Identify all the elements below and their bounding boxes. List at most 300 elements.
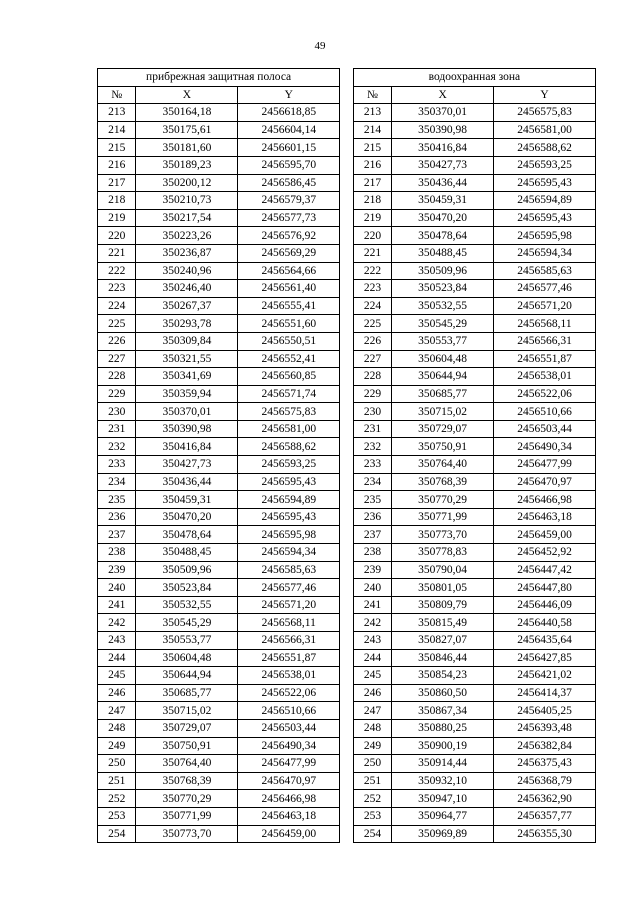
right-point-number: 235 bbox=[353, 491, 391, 509]
column-header-x: X bbox=[136, 86, 238, 104]
section-gap bbox=[340, 209, 354, 227]
left-point-number: 235 bbox=[98, 491, 136, 509]
right-point-number: 234 bbox=[353, 473, 391, 491]
table-row bbox=[98, 825, 596, 843]
right-point-number: 241 bbox=[353, 596, 391, 614]
table-row bbox=[98, 632, 596, 650]
left-y-coordinate: 2456577,73 bbox=[238, 209, 340, 227]
table-row bbox=[98, 139, 596, 157]
right-point-number: 215 bbox=[353, 139, 391, 157]
left-y-coordinate: 2456551,87 bbox=[238, 649, 340, 667]
left-point-number: 250 bbox=[98, 755, 136, 773]
right-point-number: 254 bbox=[353, 825, 391, 843]
table-row bbox=[98, 104, 596, 122]
left-x-coordinate: 350240,96 bbox=[136, 262, 238, 280]
right-point-number: 226 bbox=[353, 332, 391, 350]
left-y-coordinate: 2456618,85 bbox=[238, 104, 340, 122]
table-row bbox=[98, 280, 596, 298]
left-y-coordinate: 2456538,01 bbox=[238, 667, 340, 685]
right-x-coordinate: 350860,50 bbox=[392, 684, 494, 702]
left-y-coordinate: 2456510,66 bbox=[238, 702, 340, 720]
left-x-coordinate: 350523,84 bbox=[136, 579, 238, 597]
right-y-coordinate: 2456522,06 bbox=[494, 385, 596, 403]
table-row bbox=[98, 649, 596, 667]
section-gap bbox=[340, 315, 354, 333]
left-point-number: 240 bbox=[98, 579, 136, 597]
left-point-number: 241 bbox=[98, 596, 136, 614]
right-point-number: 243 bbox=[353, 632, 391, 650]
page-number: 49 bbox=[314, 40, 326, 52]
left-x-coordinate: 350293,78 bbox=[136, 315, 238, 333]
right-y-coordinate: 2456538,01 bbox=[494, 368, 596, 386]
left-y-coordinate: 2456594,89 bbox=[238, 491, 340, 509]
right-y-coordinate: 2456466,98 bbox=[494, 491, 596, 509]
left-x-coordinate: 350685,77 bbox=[136, 684, 238, 702]
left-y-coordinate: 2456594,34 bbox=[238, 544, 340, 562]
left-point-number: 231 bbox=[98, 420, 136, 438]
left-y-coordinate: 2456561,40 bbox=[238, 280, 340, 298]
right-x-coordinate: 350900,19 bbox=[392, 737, 494, 755]
right-x-coordinate: 350370,01 bbox=[392, 104, 494, 122]
right-point-number: 246 bbox=[353, 684, 391, 702]
section-gap bbox=[340, 262, 354, 280]
section-gap bbox=[340, 719, 354, 737]
right-y-coordinate: 2456595,43 bbox=[494, 174, 596, 192]
left-x-coordinate: 350715,02 bbox=[136, 702, 238, 720]
right-y-coordinate: 2456594,89 bbox=[494, 192, 596, 210]
section-gap bbox=[340, 385, 354, 403]
right-point-number: 216 bbox=[353, 156, 391, 174]
section-gap bbox=[340, 174, 354, 192]
right-y-coordinate: 2456585,63 bbox=[494, 262, 596, 280]
section-gap bbox=[340, 667, 354, 685]
left-point-number: 225 bbox=[98, 315, 136, 333]
section-gap bbox=[340, 508, 354, 526]
right-point-number: 250 bbox=[353, 755, 391, 773]
right-y-coordinate: 2456595,98 bbox=[494, 227, 596, 245]
table-row bbox=[98, 192, 596, 210]
table-row bbox=[98, 456, 596, 474]
section-gap bbox=[340, 244, 354, 262]
right-y-coordinate: 2456421,02 bbox=[494, 667, 596, 685]
right-point-number: 245 bbox=[353, 667, 391, 685]
left-x-coordinate: 350770,29 bbox=[136, 790, 238, 808]
left-point-number: 213 bbox=[98, 104, 136, 122]
table-row bbox=[98, 332, 596, 350]
left-x-coordinate: 350509,96 bbox=[136, 561, 238, 579]
right-x-coordinate: 350815,49 bbox=[392, 614, 494, 632]
left-x-coordinate: 350370,01 bbox=[136, 403, 238, 421]
left-point-number: 245 bbox=[98, 667, 136, 685]
section-gap bbox=[340, 438, 354, 456]
right-y-coordinate: 2456588,62 bbox=[494, 139, 596, 157]
left-y-coordinate: 2456575,83 bbox=[238, 403, 340, 421]
table-row bbox=[98, 121, 596, 139]
section-gap bbox=[340, 368, 354, 386]
left-y-coordinate: 2456477,99 bbox=[238, 755, 340, 773]
table-row bbox=[98, 156, 596, 174]
right-point-number: 231 bbox=[353, 420, 391, 438]
left-x-coordinate: 350416,84 bbox=[136, 438, 238, 456]
table-row bbox=[98, 544, 596, 562]
left-y-coordinate: 2456571,74 bbox=[238, 385, 340, 403]
right-point-number: 247 bbox=[353, 702, 391, 720]
left-x-coordinate: 350470,20 bbox=[136, 508, 238, 526]
table-row bbox=[98, 420, 596, 438]
section-gap bbox=[340, 121, 354, 139]
table-row bbox=[98, 790, 596, 808]
left-x-coordinate: 350359,94 bbox=[136, 385, 238, 403]
left-section-title: прибрежная защитная полоса bbox=[98, 69, 340, 87]
table-title-row bbox=[98, 69, 596, 87]
left-x-coordinate: 350236,87 bbox=[136, 244, 238, 262]
right-point-number: 225 bbox=[353, 315, 391, 333]
section-gap bbox=[340, 491, 354, 509]
left-y-coordinate: 2456595,43 bbox=[238, 473, 340, 491]
left-x-coordinate: 350436,44 bbox=[136, 473, 238, 491]
left-point-number: 234 bbox=[98, 473, 136, 491]
right-x-coordinate: 350846,44 bbox=[392, 649, 494, 667]
right-point-number: 232 bbox=[353, 438, 391, 456]
right-y-coordinate: 2456405,25 bbox=[494, 702, 596, 720]
left-x-coordinate: 350321,55 bbox=[136, 350, 238, 368]
left-point-number: 237 bbox=[98, 526, 136, 544]
left-x-coordinate: 350764,40 bbox=[136, 755, 238, 773]
table-row bbox=[98, 719, 596, 737]
left-y-coordinate: 2456552,41 bbox=[238, 350, 340, 368]
right-x-coordinate: 350729,07 bbox=[392, 420, 494, 438]
right-section-title: водоохранная зона bbox=[353, 69, 595, 87]
section-gap bbox=[340, 649, 354, 667]
right-y-coordinate: 2456551,87 bbox=[494, 350, 596, 368]
table-row bbox=[98, 596, 596, 614]
left-y-coordinate: 2456576,92 bbox=[238, 227, 340, 245]
section-gap bbox=[340, 614, 354, 632]
left-y-coordinate: 2456569,29 bbox=[238, 244, 340, 262]
left-point-number: 253 bbox=[98, 807, 136, 825]
right-x-coordinate: 350964,77 bbox=[392, 807, 494, 825]
left-y-coordinate: 2456588,62 bbox=[238, 438, 340, 456]
right-point-number: 227 bbox=[353, 350, 391, 368]
table-header-row bbox=[98, 86, 596, 104]
left-x-coordinate: 350200,12 bbox=[136, 174, 238, 192]
right-y-coordinate: 2456575,83 bbox=[494, 104, 596, 122]
right-y-coordinate: 2456447,80 bbox=[494, 579, 596, 597]
left-point-number: 230 bbox=[98, 403, 136, 421]
right-y-coordinate: 2456452,92 bbox=[494, 544, 596, 562]
right-y-coordinate: 2456357,77 bbox=[494, 807, 596, 825]
left-point-number: 223 bbox=[98, 280, 136, 298]
table-row bbox=[98, 473, 596, 491]
right-x-coordinate: 350854,23 bbox=[392, 667, 494, 685]
right-y-coordinate: 2456577,46 bbox=[494, 280, 596, 298]
left-point-number: 246 bbox=[98, 684, 136, 702]
table-row bbox=[98, 491, 596, 509]
table-row bbox=[98, 579, 596, 597]
right-x-coordinate: 350416,84 bbox=[392, 139, 494, 157]
right-point-number: 237 bbox=[353, 526, 391, 544]
right-x-coordinate: 350809,79 bbox=[392, 596, 494, 614]
right-y-coordinate: 2456447,42 bbox=[494, 561, 596, 579]
right-y-coordinate: 2456510,66 bbox=[494, 403, 596, 421]
left-y-coordinate: 2456568,11 bbox=[238, 614, 340, 632]
left-point-number: 227 bbox=[98, 350, 136, 368]
right-point-number: 251 bbox=[353, 772, 391, 790]
left-x-coordinate: 350164,18 bbox=[136, 104, 238, 122]
left-y-coordinate: 2456571,20 bbox=[238, 596, 340, 614]
left-y-coordinate: 2456566,31 bbox=[238, 632, 340, 650]
left-x-coordinate: 350459,31 bbox=[136, 491, 238, 509]
right-x-coordinate: 350827,07 bbox=[392, 632, 494, 650]
section-gap bbox=[340, 297, 354, 315]
left-x-coordinate: 350644,94 bbox=[136, 667, 238, 685]
right-x-coordinate: 350770,29 bbox=[392, 491, 494, 509]
left-x-coordinate: 350750,91 bbox=[136, 737, 238, 755]
table-body bbox=[98, 104, 596, 843]
right-point-number: 236 bbox=[353, 508, 391, 526]
table-row bbox=[98, 262, 596, 280]
right-y-coordinate: 2456477,99 bbox=[494, 456, 596, 474]
right-y-coordinate: 2456414,37 bbox=[494, 684, 596, 702]
right-y-coordinate: 2456368,79 bbox=[494, 772, 596, 790]
left-y-coordinate: 2456555,41 bbox=[238, 297, 340, 315]
left-x-coordinate: 350181,60 bbox=[136, 139, 238, 157]
right-point-number: 220 bbox=[353, 227, 391, 245]
right-x-coordinate: 350880,25 bbox=[392, 719, 494, 737]
left-y-coordinate: 2456466,98 bbox=[238, 790, 340, 808]
right-y-coordinate: 2456568,11 bbox=[494, 315, 596, 333]
left-point-number: 226 bbox=[98, 332, 136, 350]
section-gap bbox=[340, 702, 354, 720]
right-y-coordinate: 2456571,20 bbox=[494, 297, 596, 315]
right-x-coordinate: 350685,77 bbox=[392, 385, 494, 403]
section-gap bbox=[340, 227, 354, 245]
right-x-coordinate: 350470,20 bbox=[392, 209, 494, 227]
section-gap bbox=[340, 755, 354, 773]
right-point-number: 244 bbox=[353, 649, 391, 667]
column-header-y: Y bbox=[494, 86, 596, 104]
left-point-number: 248 bbox=[98, 719, 136, 737]
left-point-number: 251 bbox=[98, 772, 136, 790]
section-gap bbox=[340, 825, 354, 843]
right-point-number: 228 bbox=[353, 368, 391, 386]
right-point-number: 248 bbox=[353, 719, 391, 737]
section-gap bbox=[340, 790, 354, 808]
section-gap bbox=[340, 156, 354, 174]
column-header-number: № bbox=[98, 86, 136, 104]
column-header-x: X bbox=[392, 86, 494, 104]
right-y-coordinate: 2456595,43 bbox=[494, 209, 596, 227]
table-row bbox=[98, 772, 596, 790]
left-point-number: 233 bbox=[98, 456, 136, 474]
right-point-number: 223 bbox=[353, 280, 391, 298]
coordinates-table bbox=[97, 68, 596, 843]
left-x-coordinate: 350341,69 bbox=[136, 368, 238, 386]
section-gap bbox=[340, 737, 354, 755]
right-x-coordinate: 350771,99 bbox=[392, 508, 494, 526]
right-y-coordinate: 2456440,58 bbox=[494, 614, 596, 632]
right-y-coordinate: 2456470,97 bbox=[494, 473, 596, 491]
section-gap bbox=[340, 350, 354, 368]
section-gap bbox=[340, 561, 354, 579]
table-row bbox=[98, 508, 596, 526]
table-row bbox=[98, 315, 596, 333]
left-x-coordinate: 350773,70 bbox=[136, 825, 238, 843]
left-x-coordinate: 350771,99 bbox=[136, 807, 238, 825]
left-x-coordinate: 350488,45 bbox=[136, 544, 238, 562]
section-gap bbox=[340, 579, 354, 597]
right-point-number: 224 bbox=[353, 297, 391, 315]
section-gap bbox=[340, 807, 354, 825]
right-point-number: 253 bbox=[353, 807, 391, 825]
right-x-coordinate: 350509,96 bbox=[392, 262, 494, 280]
right-y-coordinate: 2456594,34 bbox=[494, 244, 596, 262]
left-x-coordinate: 350189,23 bbox=[136, 156, 238, 174]
right-y-coordinate: 2456435,64 bbox=[494, 632, 596, 650]
left-x-coordinate: 350223,26 bbox=[136, 227, 238, 245]
table-row bbox=[98, 368, 596, 386]
right-x-coordinate: 350750,91 bbox=[392, 438, 494, 456]
column-header-y: Y bbox=[238, 86, 340, 104]
section-gap bbox=[340, 280, 354, 298]
left-point-number: 217 bbox=[98, 174, 136, 192]
left-point-number: 222 bbox=[98, 262, 136, 280]
right-point-number: 213 bbox=[353, 104, 391, 122]
left-x-coordinate: 350210,73 bbox=[136, 192, 238, 210]
section-gap bbox=[340, 332, 354, 350]
section-gap bbox=[340, 104, 354, 122]
right-x-coordinate: 350778,83 bbox=[392, 544, 494, 562]
left-y-coordinate: 2456595,98 bbox=[238, 526, 340, 544]
left-point-number: 220 bbox=[98, 227, 136, 245]
right-x-coordinate: 350768,39 bbox=[392, 473, 494, 491]
table-row bbox=[98, 244, 596, 262]
left-y-coordinate: 2456585,63 bbox=[238, 561, 340, 579]
right-point-number: 230 bbox=[353, 403, 391, 421]
left-point-number: 219 bbox=[98, 209, 136, 227]
section-gap bbox=[340, 192, 354, 210]
right-x-coordinate: 350867,34 bbox=[392, 702, 494, 720]
right-x-coordinate: 350604,48 bbox=[392, 350, 494, 368]
section-gap bbox=[340, 526, 354, 544]
left-y-coordinate: 2456551,60 bbox=[238, 315, 340, 333]
left-x-coordinate: 350478,64 bbox=[136, 526, 238, 544]
section-gap bbox=[340, 403, 354, 421]
table-row bbox=[98, 350, 596, 368]
right-x-coordinate: 350427,73 bbox=[392, 156, 494, 174]
right-point-number: 222 bbox=[353, 262, 391, 280]
left-point-number: 214 bbox=[98, 121, 136, 139]
left-point-number: 229 bbox=[98, 385, 136, 403]
right-point-number: 238 bbox=[353, 544, 391, 562]
table-row bbox=[98, 737, 596, 755]
left-x-coordinate: 350604,48 bbox=[136, 649, 238, 667]
right-y-coordinate: 2456446,09 bbox=[494, 596, 596, 614]
section-gap bbox=[340, 596, 354, 614]
column-header-number: № bbox=[353, 86, 391, 104]
table-row bbox=[98, 526, 596, 544]
left-y-coordinate: 2456470,97 bbox=[238, 772, 340, 790]
table-row bbox=[98, 297, 596, 315]
left-point-number: 224 bbox=[98, 297, 136, 315]
right-point-number: 233 bbox=[353, 456, 391, 474]
left-y-coordinate: 2456459,00 bbox=[238, 825, 340, 843]
right-y-coordinate: 2456593,25 bbox=[494, 156, 596, 174]
left-y-coordinate: 2456593,25 bbox=[238, 456, 340, 474]
left-x-coordinate: 350390,98 bbox=[136, 420, 238, 438]
right-x-coordinate: 350545,29 bbox=[392, 315, 494, 333]
section-gap bbox=[340, 456, 354, 474]
section-gap bbox=[340, 420, 354, 438]
left-y-coordinate: 2456550,51 bbox=[238, 332, 340, 350]
right-point-number: 219 bbox=[353, 209, 391, 227]
table-row bbox=[98, 561, 596, 579]
left-point-number: 216 bbox=[98, 156, 136, 174]
left-point-number: 254 bbox=[98, 825, 136, 843]
left-x-coordinate: 350427,73 bbox=[136, 456, 238, 474]
left-y-coordinate: 2456490,34 bbox=[238, 737, 340, 755]
right-y-coordinate: 2456581,00 bbox=[494, 121, 596, 139]
left-x-coordinate: 350729,07 bbox=[136, 719, 238, 737]
right-x-coordinate: 350914,44 bbox=[392, 755, 494, 773]
right-y-coordinate: 2456355,30 bbox=[494, 825, 596, 843]
right-x-coordinate: 350553,77 bbox=[392, 332, 494, 350]
left-point-number: 243 bbox=[98, 632, 136, 650]
right-x-coordinate: 350764,40 bbox=[392, 456, 494, 474]
right-y-coordinate: 2456490,34 bbox=[494, 438, 596, 456]
left-point-number: 247 bbox=[98, 702, 136, 720]
left-point-number: 215 bbox=[98, 139, 136, 157]
left-x-coordinate: 350532,55 bbox=[136, 596, 238, 614]
left-y-coordinate: 2456595,43 bbox=[238, 508, 340, 526]
right-y-coordinate: 2456375,43 bbox=[494, 755, 596, 773]
table-row bbox=[98, 667, 596, 685]
right-point-number: 252 bbox=[353, 790, 391, 808]
table-row bbox=[98, 614, 596, 632]
right-point-number: 221 bbox=[353, 244, 391, 262]
right-x-coordinate: 350801,05 bbox=[392, 579, 494, 597]
section-gap bbox=[340, 139, 354, 157]
section-gap bbox=[340, 632, 354, 650]
right-x-coordinate: 350436,44 bbox=[392, 174, 494, 192]
right-x-coordinate: 350390,98 bbox=[392, 121, 494, 139]
right-point-number: 218 bbox=[353, 192, 391, 210]
section-gap bbox=[340, 684, 354, 702]
left-x-coordinate: 350217,54 bbox=[136, 209, 238, 227]
right-y-coordinate: 2456393,48 bbox=[494, 719, 596, 737]
left-point-number: 218 bbox=[98, 192, 136, 210]
right-x-coordinate: 350488,45 bbox=[392, 244, 494, 262]
section-gap bbox=[340, 69, 354, 87]
left-point-number: 242 bbox=[98, 614, 136, 632]
right-point-number: 249 bbox=[353, 737, 391, 755]
right-point-number: 240 bbox=[353, 579, 391, 597]
section-gap bbox=[340, 473, 354, 491]
right-x-coordinate: 350947,10 bbox=[392, 790, 494, 808]
table-row bbox=[98, 807, 596, 825]
right-x-coordinate: 350715,02 bbox=[392, 403, 494, 421]
right-y-coordinate: 2456382,84 bbox=[494, 737, 596, 755]
left-x-coordinate: 350545,29 bbox=[136, 614, 238, 632]
right-x-coordinate: 350644,94 bbox=[392, 368, 494, 386]
right-x-coordinate: 350969,89 bbox=[392, 825, 494, 843]
table-row bbox=[98, 209, 596, 227]
left-x-coordinate: 350246,40 bbox=[136, 280, 238, 298]
left-y-coordinate: 2456579,37 bbox=[238, 192, 340, 210]
right-point-number: 214 bbox=[353, 121, 391, 139]
right-point-number: 229 bbox=[353, 385, 391, 403]
left-point-number: 238 bbox=[98, 544, 136, 562]
